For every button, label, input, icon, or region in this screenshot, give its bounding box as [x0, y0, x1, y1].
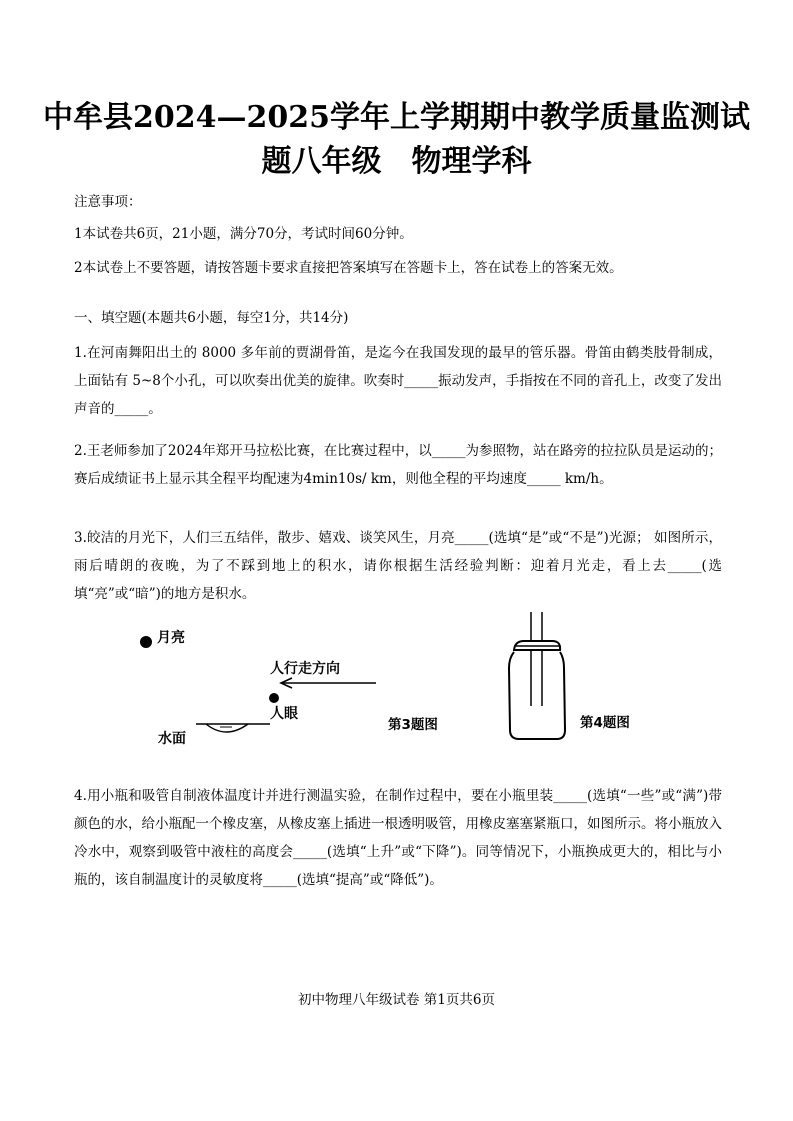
- notice-heading: 注意事项：: [74, 194, 142, 210]
- question-1: 1.在河南舞阳出土的 8000 多年前的贾湖骨笛，是迄今在我国发现的最早的管乐器。骨笛由鹤类肢骨制成，上面钻有 5~8个小孔，可以吹奏出优美的旋律。吹奏时_____振动发声，手指按在不同的音孔上，改变了发出声音的_____。: [74, 345, 722, 417]
- eye-dot: [269, 693, 279, 703]
- bottle-body: [509, 652, 565, 739]
- section1-heading: 一、填空题(本题共6小题，每空1分，共14分): [74, 310, 349, 326]
- page-footer: 初中物理八年级试卷 第1页共6页: [298, 992, 495, 1008]
- moon-dot: [140, 636, 152, 648]
- question-4: 4.用小瓶和吸管自制液体温度计并进行测温实验，在制作过程中，要在小瓶里装_____(选填“一些”或“满”)带颜色的水，给小瓶配一个橡皮塞，从橡皮塞上插进一根透明吸管，用橡皮塞塞紧瓶口，如图所示。将小瓶放入冷水中，观察到吸管中液柱的高度会_____(选填“上升”或“下降”)。同等情况下，小瓶换成更大的，相比与小瓶的，该自制温度计的灵敏度将_____(选填“提高”或“降低”)。: [74, 788, 722, 888]
- bottle-stopper: [514, 641, 560, 650]
- notice-item-1: 1本试卷共6页，21小题，满分70分，考试时间60分钟。: [74, 226, 413, 242]
- eye-label: 人眼: [270, 706, 298, 722]
- question-2: 2.王老师参加了2024年郑开马拉松比赛，在比赛过程中，以_____为参照物，站在路旁的拉拉队员是运动的； 赛后成绩证书上显示其全程平均配速为4min10s/ km，则他全程的平均速度_____ km/h。: [74, 443, 722, 487]
- puddle-shape: [206, 724, 248, 732]
- walking-direction-label: 人行走方向: [270, 661, 340, 677]
- moon-label: 月亮: [157, 630, 185, 646]
- question-3: 3.皎洁的月光下，人们三五结伴，散步、嬉戏、谈笑风生，月亮_____(选填“是”或“不是”)光源； 如图所示，雨后晴朗的夜晚，为了不踩到地上的积水，请你根据生活经验判断：迎着月光走，看上去_____(选填“亮”或“暗”)的地方是积水。: [74, 530, 722, 602]
- arrow-head: [281, 678, 292, 688]
- water-surface-label: 水面: [158, 731, 186, 747]
- exam-title-line1: 中牟县2024—2025学年上学期期中教学质量监测试: [43, 100, 750, 135]
- notice-item-2: 2本试卷上不要答题，请按答题卡要求直接把答案填写在答题卡上，答在试卷上的答案无效。: [74, 260, 623, 276]
- figure-4-caption: 第4题图: [580, 715, 630, 731]
- figure-3-caption: 第3题图: [388, 717, 438, 733]
- exam-title-line2: 题八年级 物理学科: [261, 144, 532, 179]
